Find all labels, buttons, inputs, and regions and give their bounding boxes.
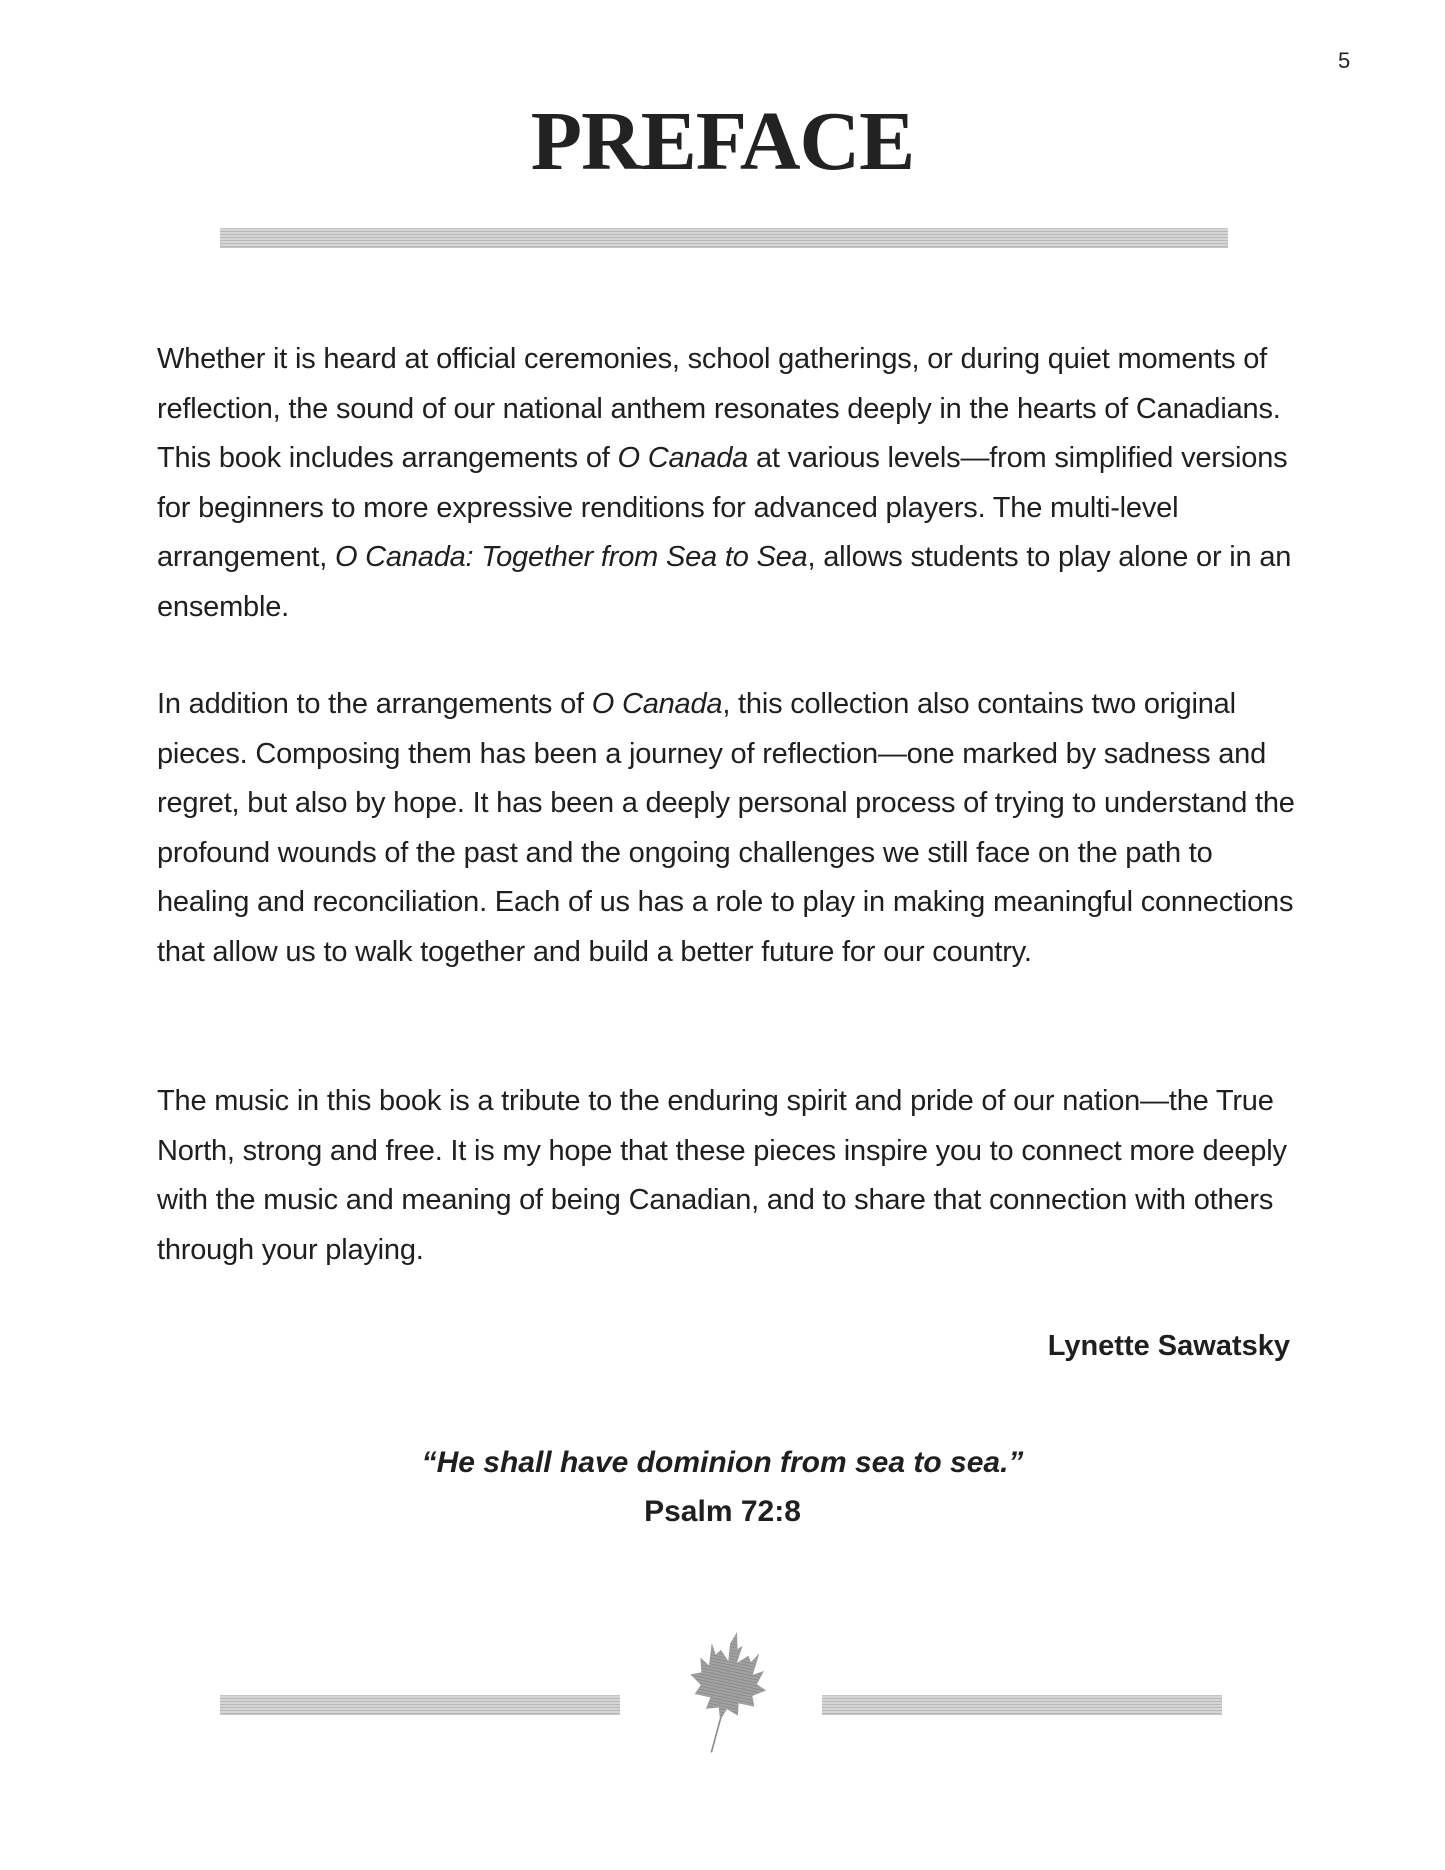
paragraph-text: The music in this book is a tribute to the enduring spirit and pride of our nation—the True North, strong and free. It is my hope that these pieces inspire you to connect more deeply with the music and meaning of being Canadian, and to share that connection with others through your playing.	[157, 1085, 1287, 1266]
footer-rule-left	[220, 1695, 620, 1715]
title-divider-rule	[220, 228, 1228, 248]
italic-title-o-canada: O Canada	[591, 688, 723, 720]
footer-rule-right	[822, 1695, 1222, 1715]
preface-paragraph-2	[157, 680, 1297, 978]
paragraph-text: at various levels—from simplified versions for beginners to more expressive renditions for advanced players. The multi-level arrangement,	[157, 442, 1288, 574]
paragraph-text: , this collection also contains two original pieces. Composing them has been a journey of reflection—one marked by sadness and regret, but also by hope. It has been a deeply personal process of trying to understand the profound wounds of the past and the ongoing challenges we still face on the path to healing and reconciliation. Each of us has a role to play in making meaningful connections that allow us to walk together and build a better future for our country.	[157, 688, 1295, 968]
maple-leaf-icon	[660, 1628, 790, 1758]
italic-title-together-from-sea-to-sea: O Canada: Together from Sea to Sea	[334, 541, 808, 574]
page-number: 5	[1338, 48, 1351, 73]
paragraph-text: Whether it is heard at official ceremonies, school gatherings, or during quiet moments of reflection, the sound of our national anthem resonates deeply in the hearts of Canadians. This book includes arrangements of	[157, 343, 1281, 475]
epigraph-citation: Psalm 72:8	[644, 1495, 801, 1528]
paragraph-text: , allows students to play alone or in an ensemble.	[157, 541, 1292, 623]
italic-title-o-canada: O Canada	[617, 442, 749, 475]
epigraph-quote: “He shall have dominion from sea to sea.”	[421, 1446, 1024, 1479]
preface-paragraph-3	[157, 1077, 1297, 1275]
author-signature: Lynette Sawatsky	[1047, 1330, 1290, 1362]
paragraph-text: In addition to the arrangements of	[157, 688, 592, 720]
page-title: PREFACE	[530, 95, 915, 188]
preface-paragraph-1	[157, 335, 1297, 633]
